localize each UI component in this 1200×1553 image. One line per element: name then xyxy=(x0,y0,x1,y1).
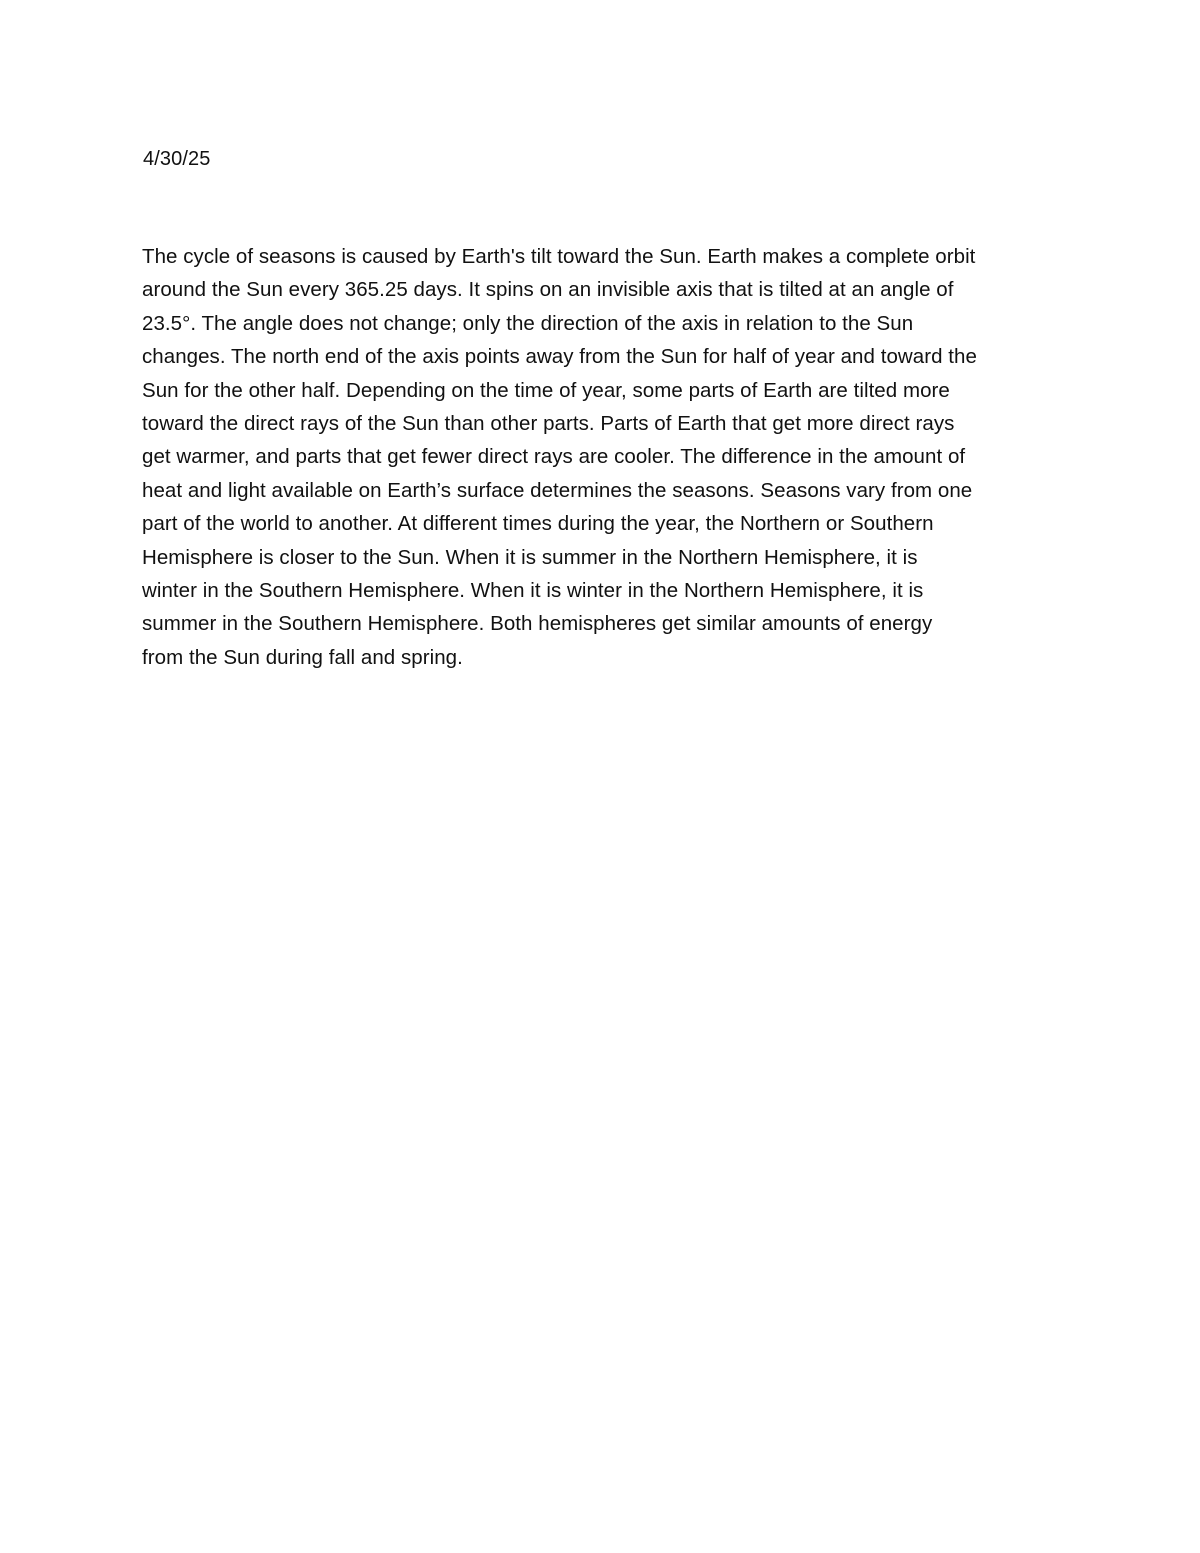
paragraph-line: 23.5°. The angle does not change; only the direction of the axis in relation to the Sun xyxy=(142,311,914,335)
paragraph-line: around the Sun every 365.25 days. It spins on an invisible axis that is tilted at an angle of xyxy=(142,278,954,302)
paragraph-line: summer in the Southern Hemisphere. Both hemispheres get similar amounts of energy xyxy=(142,612,933,636)
paragraph-line: Hemisphere is closer to the Sun. When it is summer in the Northern Hemisphere, it is xyxy=(142,545,918,569)
paragraph-line: from the Sun during fall and spring. xyxy=(142,645,463,669)
paragraph-line: part of the world to another. At different times during the year, the Northern or Southern xyxy=(142,512,934,536)
paragraph-line: heat and light available on Earth’s surface determines the seasons. Seasons vary from one xyxy=(142,478,973,502)
document-paragraph xyxy=(142,240,1058,674)
paragraph-line: changes. The north end of the axis points away from the Sun for half of year and toward the xyxy=(142,345,977,369)
paragraph-line: Sun for the other half. Depending on the time of year, some parts of Earth are tilted more xyxy=(142,378,950,402)
paragraph-line: get warmer, and parts that get fewer direct rays are cooler. The difference in the amount of xyxy=(142,445,966,469)
document-date: 4/30/25 xyxy=(143,148,211,170)
paragraph-line: The cycle of seasons is caused by Earth's tilt toward the Sun. Earth makes a complete orbit xyxy=(142,245,976,268)
paragraph-line: winter in the Southern Hemisphere. When it is winter in the Northern Hemisphere, it is xyxy=(142,579,924,603)
paragraph-line: toward the direct rays of the Sun than other parts. Parts of Earth that get more direct rays xyxy=(142,412,955,436)
